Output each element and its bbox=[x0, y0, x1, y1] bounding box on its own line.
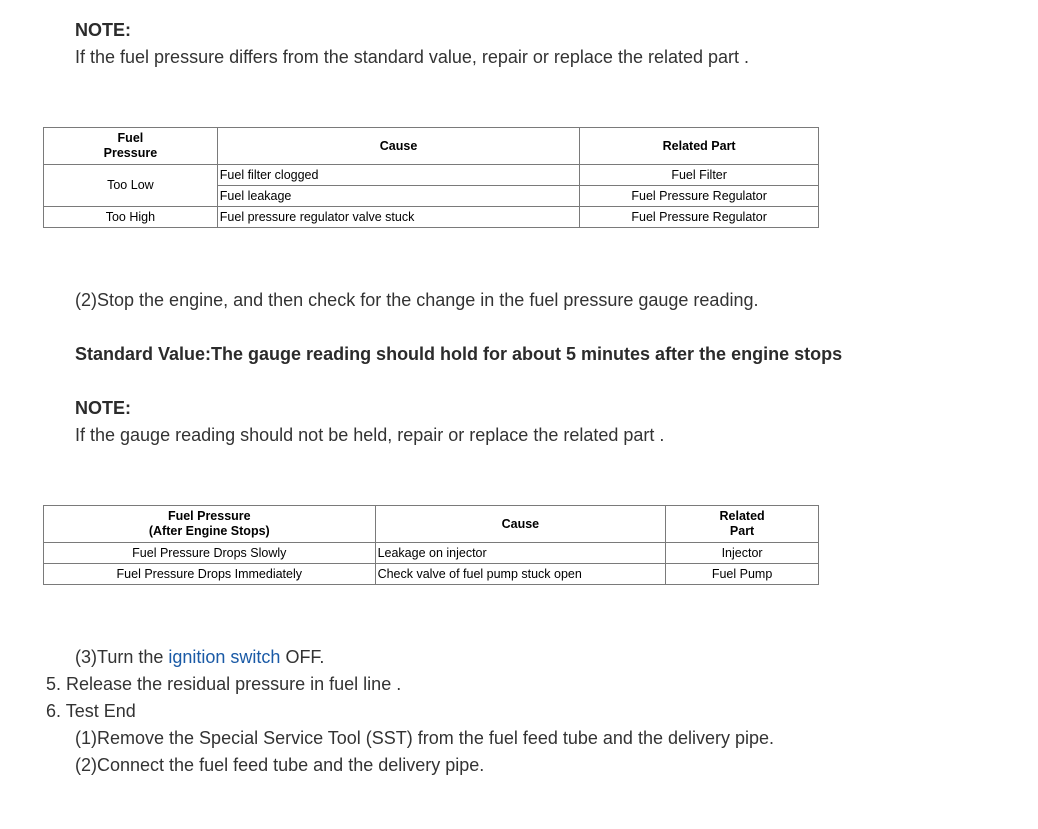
table-header-row bbox=[44, 128, 819, 165]
cell-part: Injector bbox=[666, 543, 819, 564]
note-heading: NOTE: bbox=[75, 398, 131, 418]
step-2-text: (2)Stop the engine, and then check for the change in the fuel pressure gauge reading. bbox=[75, 290, 759, 310]
step-3-text: (3)Turn the ignition switch OFF. bbox=[75, 647, 325, 667]
fuel-pressure-table bbox=[43, 127, 819, 228]
cell-pressure: Fuel Pressure Drops Slowly bbox=[44, 543, 376, 564]
header-fuel-pressure: Fuel Pressure (After Engine Stops) bbox=[44, 506, 376, 543]
cell-part: Fuel Pressure Regulator bbox=[580, 207, 819, 228]
table-header-row bbox=[44, 506, 819, 543]
header-related-part: Related Part bbox=[666, 506, 819, 543]
standard-value: Standard Value:The gauge reading should hold for about 5 minutes after the engine stops bbox=[75, 344, 843, 364]
note-text: If the fuel pressure differs from the standard value, repair or replace the related part . bbox=[75, 47, 750, 67]
cell-part: Fuel Pump bbox=[666, 564, 819, 585]
cell-cause: Fuel leakage bbox=[217, 186, 579, 207]
header-cause: Cause bbox=[375, 506, 666, 543]
cell-part: Fuel Filter bbox=[580, 165, 819, 186]
cell-cause: Check valve of fuel pump stuck open bbox=[375, 564, 666, 585]
header-related-part: Related Part bbox=[580, 128, 819, 165]
fuel-pressure-after-stop-table bbox=[43, 505, 819, 585]
table-row bbox=[44, 207, 819, 228]
header-cause: Cause bbox=[217, 128, 579, 165]
cell-cause: Leakage on injector bbox=[375, 543, 666, 564]
table-row bbox=[44, 543, 819, 564]
header-fuel-pressure: Fuel Pressure bbox=[44, 128, 218, 165]
table-row bbox=[44, 564, 819, 585]
ignition-switch-link[interactable]: ignition switch bbox=[168, 647, 281, 667]
note-heading: NOTE: bbox=[75, 20, 131, 40]
sub-step-1: (1)Remove the Special Service Tool (SST) from the fuel feed tube and the delivery pipe. bbox=[75, 728, 775, 748]
cell-pressure: Too Low bbox=[44, 165, 218, 207]
cell-pressure: Fuel Pressure Drops Immediately bbox=[44, 564, 376, 585]
cell-cause: Fuel filter clogged bbox=[217, 165, 579, 186]
cell-cause: Fuel pressure regulator valve stuck bbox=[217, 207, 579, 228]
note-text: If the gauge reading should not be held, repair or replace the related part . bbox=[75, 425, 665, 445]
sub-step-2: (2)Connect the fuel feed tube and the delivery pipe. bbox=[75, 755, 485, 775]
list-item-6: 6. Test End bbox=[46, 701, 136, 721]
cell-part: Fuel Pressure Regulator bbox=[580, 186, 819, 207]
cell-pressure: Too High bbox=[44, 207, 218, 228]
list-item-5: 5. Release the residual pressure in fuel line . bbox=[46, 674, 402, 694]
table-row bbox=[44, 165, 819, 186]
